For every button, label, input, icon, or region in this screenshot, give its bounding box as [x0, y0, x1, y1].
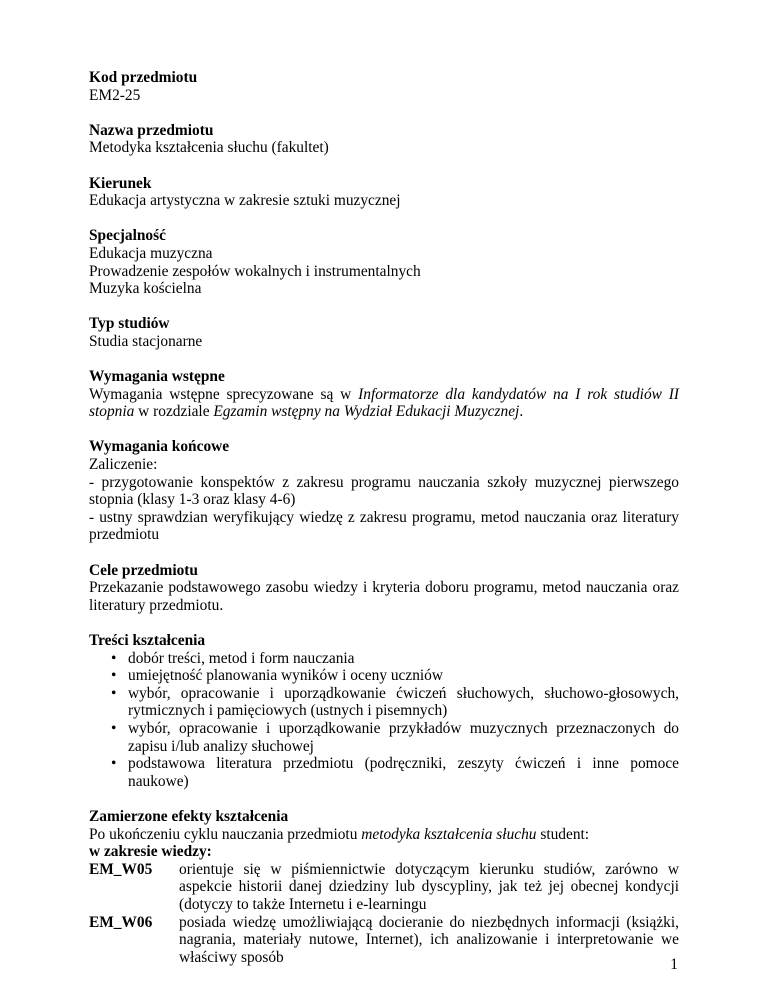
outcome-row — [89, 861, 679, 914]
section-outcomes — [89, 808, 679, 966]
specialty-item: Prowadzenie zespołów wokalnych i instrumentalnych — [89, 262, 421, 280]
list-item — [89, 755, 679, 790]
bullet-icon: • — [111, 667, 117, 685]
outcome-text: orientuje się w piśmiennictwie dotyczącym kierunku studiów, zarówno w aspekcie historii danej dziedziny lub dyscypliny, jak też jej obecnej kondycji (dotyczy to także Internetu i e-learningu — [179, 860, 679, 913]
italic-run: metodyka kształcenia słuchu — [361, 825, 537, 843]
outcomes-intro — [89, 826, 679, 844]
section-value: Studia stacjonarne — [89, 332, 203, 350]
list-item — [89, 685, 679, 720]
section-heading: Kierunek — [89, 174, 152, 192]
list-item-text: dobór treści, metod i form nauczania — [128, 649, 355, 667]
section-heading: Zamierzone efekty kształcenia — [89, 807, 289, 825]
section-heading: Kod przedmiotu — [89, 69, 198, 86]
specialty-item: Edukacja muzyczna — [89, 244, 213, 262]
document-page — [89, 69, 679, 984]
text-run: w rozdziale — [134, 403, 214, 421]
bullet-icon: • — [111, 719, 117, 737]
section-heading: Nazwa przedmiotu — [89, 121, 214, 139]
section-study-type — [89, 315, 679, 350]
outcome-code: EM_W06 — [89, 913, 153, 931]
list-item-text: podstawowa literatura przedmiotu (podręczniki, zeszyty ćwiczeń i inne pomoce naukowe) — [128, 755, 679, 790]
list-item — [89, 720, 679, 755]
outcome-text: posiada wiedzę umożliwiającą docieranie do niezbędnych informacji (książki, nagrania, materiały nutowe, Internet), ich analizowanie i interpretowanie we właściwy sposób — [179, 913, 679, 966]
section-name — [89, 122, 679, 157]
specialty-item: Muzyka kościelna — [89, 280, 202, 298]
final-requirements-intro: Zaliczenie: — [89, 456, 158, 474]
section-heading: Wymagania końcowe — [89, 438, 230, 456]
italic-run: Informatorze dla kandydatów na I rok studiów II stopnia — [89, 385, 680, 421]
text-run: Wymagania wstępne sprecyzowane są w — [89, 385, 359, 403]
final-requirement-item: - ustny sprawdzian weryfikujący wiedzę z zakresu programu, metod nauczania oraz literatury przedmiotu — [89, 508, 679, 544]
section-specialty — [89, 227, 679, 297]
text-run: student: — [536, 825, 590, 843]
section-heading: Cele przedmiotu — [89, 561, 198, 579]
content-list — [89, 650, 679, 791]
list-item — [89, 667, 679, 685]
entry-requirements-text — [89, 386, 679, 421]
section-code — [89, 69, 679, 104]
section-heading: Typ studiów — [89, 315, 170, 333]
outcome-row — [89, 914, 679, 967]
section-value: Edukacja artystyczna w zakresie sztuki muzycznej — [89, 192, 401, 210]
section-heading: Specjalność — [89, 227, 166, 245]
text-run: . — [519, 403, 524, 421]
text-run: Po ukończeniu cyklu nauczania przedmiotu — [89, 825, 362, 843]
list-item-text: wybór, opracowanie i uporządkowanie przykładów muzycznych przeznaczonych do zapisu i/lub analizy słuchowej — [128, 719, 679, 755]
bullet-icon: • — [111, 684, 117, 702]
section-entry-requirements — [89, 368, 679, 421]
page-number: 1 — [670, 956, 678, 973]
outcomes-scope: w zakresie wiedzy: — [89, 843, 212, 861]
bullet-icon: • — [111, 649, 117, 667]
section-heading: Wymagania wstępne — [89, 368, 225, 386]
section-value: Metodyka kształcenia słuchu (fakultet) — [89, 139, 329, 157]
list-item-text: wybór, opracowanie i uporządkowanie ćwiczeń słuchowych, słuchowo-głosowych, rytmicznych i pamięciowych (ustnych i pisemnych) — [128, 684, 679, 720]
goals-text: Przekazanie podstawowego zasobu wiedzy i kryteria doboru programu, metod nauczania oraz literatury przedmiotu. — [89, 579, 679, 614]
outcome-code: EM_W05 — [89, 860, 153, 878]
bullet-icon: • — [111, 755, 117, 773]
section-final-requirements — [89, 438, 679, 544]
section-direction — [89, 175, 679, 210]
section-heading: Treści kształcenia — [89, 632, 206, 649]
list-item-text: umiejętność planowania wyników i oceny uczniów — [128, 667, 443, 685]
section-value: EM2-25 — [89, 86, 141, 104]
italic-run: Egzamin wstępny na Wydział Edukacji Muzycznej — [213, 403, 520, 421]
list-item — [89, 650, 679, 668]
final-requirement-item: - przygotowanie konspektów z zakresu programu nauczania szkoły muzycznej pierwszego stopnia (klasy 1-3 oraz klasy 4-6) — [89, 473, 679, 509]
section-goals — [89, 562, 679, 615]
section-content — [89, 632, 679, 790]
